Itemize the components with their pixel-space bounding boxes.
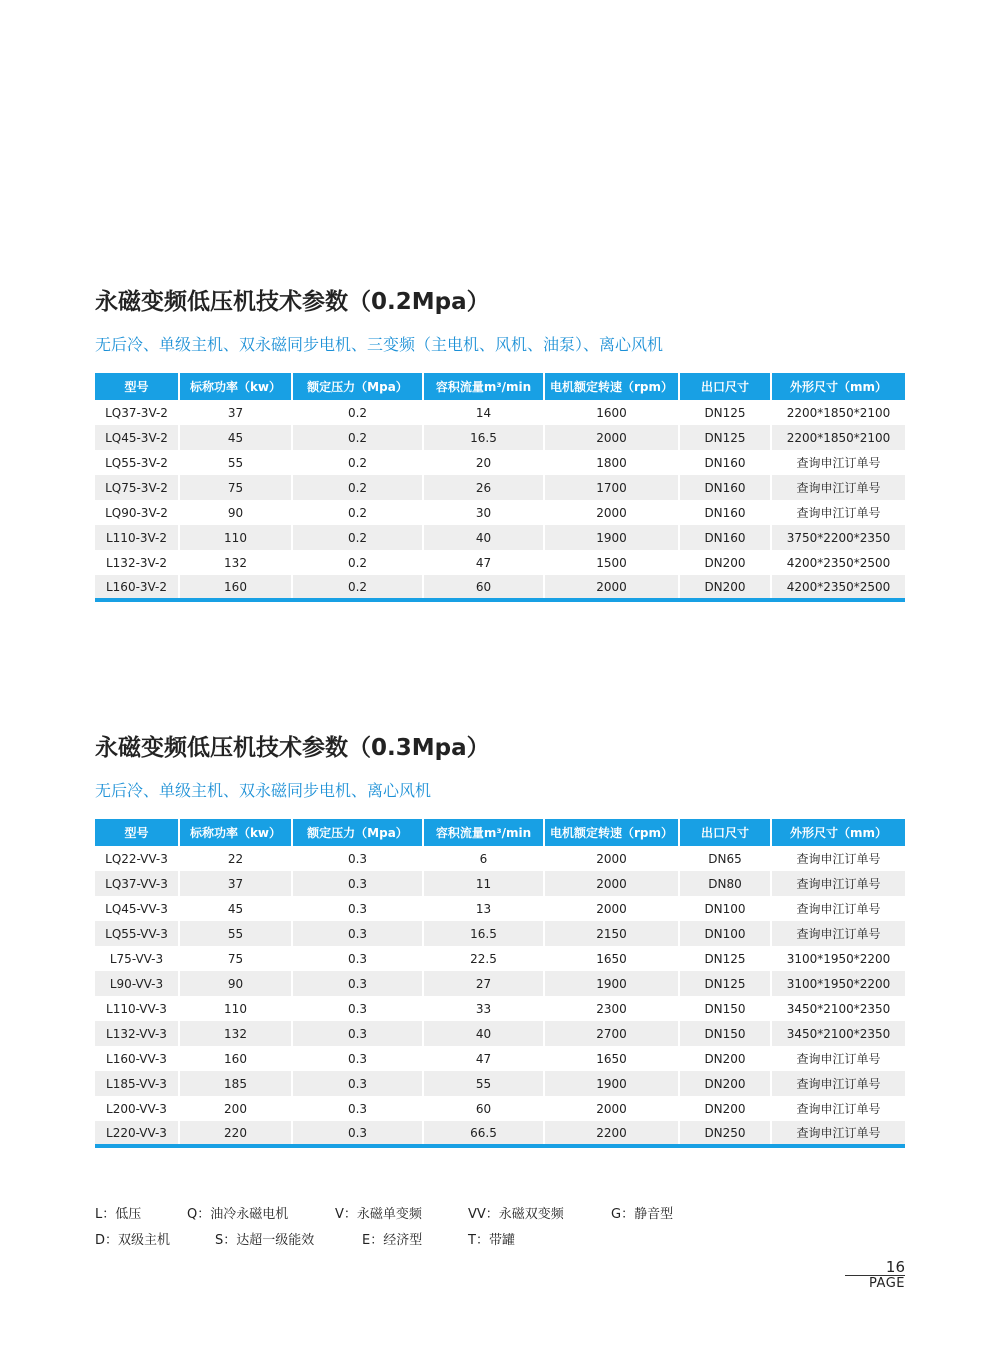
table-cell: 2150 [544, 921, 679, 946]
table-cell: 0.3 [292, 1121, 423, 1146]
table-cell: 90 [179, 971, 292, 996]
table-row [95, 971, 905, 996]
table-cell: 90 [179, 500, 292, 525]
table-cell: 110 [179, 525, 292, 550]
table-cell: DN160 [679, 525, 771, 550]
table-cell: 16.5 [423, 425, 544, 450]
table-cell: 2200 [544, 1121, 679, 1146]
table-cell: LQ75-3V-2 [95, 475, 179, 500]
table-row [95, 550, 905, 575]
table-cell: 1900 [544, 525, 679, 550]
table-cell: DN65 [679, 846, 771, 871]
table-cell: DN200 [679, 1071, 771, 1096]
page-label: PAGE [869, 1276, 905, 1291]
table-cell: 2000 [544, 1096, 679, 1121]
table-row [95, 475, 905, 500]
table-cell: 查询申江订单号 [771, 871, 905, 896]
table-cell: L132-3V-2 [105, 555, 168, 570]
table-cell: 2000 [544, 500, 679, 525]
table-cell: 0.2 [292, 425, 423, 450]
spec-table [95, 819, 905, 1148]
table-cell: LQ45-3V-2 [95, 425, 179, 450]
table-cell: 14 [423, 400, 544, 425]
table-cell: 查询申江订单号 [771, 846, 905, 871]
legend-item: L：低压 [95, 1207, 142, 1222]
section-subtitle: 无后冷、单级主机、双永磁同步电机、三变频（主电机、风机、油泵）、离心风机 [95, 335, 664, 354]
column-header: 出口尺寸 [679, 819, 771, 846]
column-header: 容积流量m³/min [423, 373, 544, 400]
table-row [95, 996, 905, 1021]
table-cell: L110-3V-2 [95, 525, 179, 550]
table-cell: LQ22-VV-3 [105, 851, 168, 866]
column-header: 标称功率（kw） [179, 819, 292, 846]
table-cell: L220-VV-3 [95, 1121, 179, 1146]
table-cell: 1900 [544, 971, 679, 996]
table-cell: 0.3 [292, 871, 423, 896]
table-cell: 查询申江订单号 [771, 1071, 905, 1096]
table-cell: DN250 [679, 1121, 771, 1146]
table-cell: 2200*1850*2100 [771, 425, 905, 450]
table-cell: 查询申江订单号 [771, 1096, 905, 1121]
table-cell: 47 [423, 550, 544, 575]
legend-item: D：双级主机 [95, 1233, 171, 1248]
table-row [95, 896, 905, 921]
table-cell: 22.5 [423, 946, 544, 971]
table-cell: 160 [179, 1046, 292, 1071]
table-row [95, 1046, 905, 1071]
table-cell: 4200*2350*2500 [771, 550, 905, 575]
table-cell: 55 [423, 1071, 544, 1096]
table-cell: 3750*2200*2350 [771, 525, 905, 550]
legend-item: V：永磁单变频 [335, 1207, 422, 1222]
column-header: 外形尺寸（mm） [771, 819, 905, 846]
table-cell: 20 [423, 450, 544, 475]
table-row [95, 946, 905, 971]
table-cell: 60 [423, 575, 544, 600]
table-cell: 55 [179, 450, 292, 475]
table-cell: 查询申江订单号 [771, 1046, 905, 1071]
spec-table [95, 373, 905, 602]
table-cell: 3450*2100*2350 [771, 1021, 905, 1046]
table-cell: 55 [179, 921, 292, 946]
table-cell: 27 [423, 971, 544, 996]
table-cell: 0.3 [292, 846, 423, 871]
table-cell: DN125 [679, 971, 771, 996]
table-cell: 0.3 [292, 1021, 423, 1046]
spec-section-0-3mpa [95, 730, 905, 1148]
table-cell: 2000 [544, 896, 679, 921]
legend-item: Q：油冷永磁电机 [187, 1207, 289, 1222]
table-cell: 13 [423, 896, 544, 921]
table-cell: 0.3 [292, 996, 423, 1021]
column-header: 标称功率（kw） [179, 373, 292, 400]
table-row [95, 846, 905, 871]
table-cell: L160-VV-3 [106, 1051, 167, 1066]
table-cell: DN125 [679, 425, 771, 450]
table-cell: LQ55-VV-3 [95, 921, 179, 946]
table-cell: 查询申江订单号 [771, 450, 905, 475]
section-title: 永磁变频低压机技术参数（0.3Mpa） [95, 735, 490, 761]
column-header: 外形尺寸（mm） [771, 373, 905, 400]
table-cell: 40 [423, 1021, 544, 1046]
table-cell: 0.2 [292, 575, 423, 600]
table-cell: 3100*1950*2200 [771, 971, 905, 996]
table-header-row [95, 819, 905, 846]
legend-item: S：达超一级能效 [215, 1233, 315, 1248]
table-cell: L90-VV-3 [95, 971, 179, 996]
table-cell: 查询申江订单号 [771, 1121, 905, 1146]
table-cell: L185-VV-3 [95, 1071, 179, 1096]
section-title: 永磁变频低压机技术参数（0.2Mpa） [95, 289, 490, 315]
table-cell: 75 [179, 946, 292, 971]
table-cell: 2000 [544, 425, 679, 450]
table-cell: 查询申江订单号 [771, 500, 905, 525]
table-row [95, 1071, 905, 1096]
table-cell: DN200 [679, 550, 771, 575]
table-cell: 132 [179, 550, 292, 575]
table-cell: 1650 [544, 946, 679, 971]
table-cell: 3100*1950*2200 [771, 946, 905, 971]
legend-item: G：静音型 [611, 1207, 674, 1222]
table-cell: 0.3 [292, 1046, 423, 1071]
table-row [95, 500, 905, 525]
table-cell: DN150 [679, 996, 771, 1021]
table-cell: LQ37-3V-2 [105, 405, 168, 420]
table-cell: 0.2 [292, 525, 423, 550]
table-cell: L132-VV-3 [95, 1021, 179, 1046]
column-header: 电机额定转速（rpm） [544, 373, 679, 400]
table-cell: DN200 [679, 575, 771, 600]
table-cell: 66.5 [423, 1121, 544, 1146]
table-cell: 0.3 [292, 1096, 423, 1121]
table-cell: DN200 [679, 1046, 771, 1071]
table-cell: L75-VV-3 [109, 951, 164, 966]
table-cell: 40 [423, 525, 544, 550]
legend-item: VV：永磁双变频 [468, 1207, 564, 1222]
table-cell: 0.2 [292, 475, 423, 500]
table-cell: 30 [423, 500, 544, 525]
table-cell: 0.2 [292, 400, 423, 425]
table-row [95, 1096, 905, 1121]
table-cell: DN160 [679, 450, 771, 475]
table-row [95, 1121, 905, 1146]
table-cell: DN125 [679, 946, 771, 971]
table-cell: DN160 [679, 500, 771, 525]
spec-section-0-2mpa [95, 284, 905, 602]
table-cell: 132 [179, 1021, 292, 1046]
table-cell: 185 [179, 1071, 292, 1096]
table-cell: 0.3 [292, 1071, 423, 1096]
table-cell: 0.3 [292, 921, 423, 946]
table-cell: DN150 [679, 1021, 771, 1046]
table-cell: 60 [423, 1096, 544, 1121]
table-row [95, 425, 905, 450]
table-cell: DN100 [679, 896, 771, 921]
table-cell: 0.3 [292, 946, 423, 971]
table-cell: DN200 [679, 1096, 771, 1121]
table-cell: DN100 [679, 921, 771, 946]
legend-item: E：经济型 [362, 1233, 423, 1248]
table-cell: 37 [179, 400, 292, 425]
table-cell: 2000 [544, 871, 679, 896]
table-cell: LQ55-3V-2 [105, 455, 168, 470]
table-cell: 2200*1850*2100 [771, 400, 905, 425]
table-row [95, 921, 905, 946]
table-cell: 160 [179, 575, 292, 600]
table-cell: 查询申江订单号 [771, 921, 905, 946]
column-header: 型号 [95, 373, 179, 400]
table-cell: 0.2 [292, 500, 423, 525]
table-cell: L200-VV-3 [106, 1101, 167, 1116]
column-header: 电机额定转速（rpm） [544, 819, 679, 846]
table-cell: 47 [423, 1046, 544, 1071]
table-cell: 2000 [544, 575, 679, 600]
table-cell: 45 [179, 896, 292, 921]
page-number-block [845, 1258, 905, 1292]
table-cell: DN80 [679, 871, 771, 896]
table-cell: 查询申江订单号 [771, 475, 905, 500]
table-cell: 37 [179, 871, 292, 896]
table-cell: 26 [423, 475, 544, 500]
table-cell: LQ45-VV-3 [105, 901, 168, 916]
table-cell: 1800 [544, 450, 679, 475]
table-cell: 16.5 [423, 921, 544, 946]
table-cell: 6 [423, 846, 544, 871]
table-cell: 4200*2350*2500 [771, 575, 905, 600]
table-cell: DN125 [679, 400, 771, 425]
table-cell: 110 [179, 996, 292, 1021]
table-row [95, 575, 905, 600]
table-header-row [95, 373, 905, 400]
table-cell: 11 [423, 871, 544, 896]
table-cell: 0.2 [292, 550, 423, 575]
table-cell: 2300 [544, 996, 679, 1021]
column-header: 额定压力（Mpa） [292, 373, 423, 400]
column-header: 型号 [95, 819, 179, 846]
table-cell: 查询申江订单号 [771, 896, 905, 921]
table-cell: 220 [179, 1121, 292, 1146]
table-row [95, 450, 905, 475]
table-cell: LQ37-VV-3 [95, 871, 179, 896]
table-row [95, 1021, 905, 1046]
table-cell: 1700 [544, 475, 679, 500]
legend-item: T：带罐 [468, 1233, 515, 1248]
table-cell: 2700 [544, 1021, 679, 1046]
column-header: 容积流量m³/min [423, 819, 544, 846]
table-row [95, 871, 905, 896]
table-cell: 1600 [544, 400, 679, 425]
column-header: 额定压力（Mpa） [292, 819, 423, 846]
table-cell: 75 [179, 475, 292, 500]
table-row [95, 400, 905, 425]
table-cell: 1900 [544, 1071, 679, 1096]
table-cell: L110-VV-3 [106, 1001, 167, 1016]
table-cell: 45 [179, 425, 292, 450]
page-number: 16 [845, 1258, 905, 1276]
table-cell: 0.3 [292, 896, 423, 921]
table-cell: DN160 [679, 475, 771, 500]
table-cell: 0.3 [292, 971, 423, 996]
table-cell: L160-3V-2 [95, 575, 179, 600]
table-cell: 33 [423, 996, 544, 1021]
column-header: 出口尺寸 [679, 373, 771, 400]
table-cell: 2000 [544, 846, 679, 871]
section-subtitle: 无后冷、单级主机、双永磁同步电机、离心风机 [95, 781, 432, 800]
table-cell: LQ90-3V-2 [105, 505, 168, 520]
table-cell: 200 [179, 1096, 292, 1121]
table-cell: 3450*2100*2350 [771, 996, 905, 1021]
table-cell: 1500 [544, 550, 679, 575]
table-cell: 22 [179, 846, 292, 871]
table-cell: 1650 [544, 1046, 679, 1071]
table-cell: 0.2 [292, 450, 423, 475]
table-row [95, 525, 905, 550]
